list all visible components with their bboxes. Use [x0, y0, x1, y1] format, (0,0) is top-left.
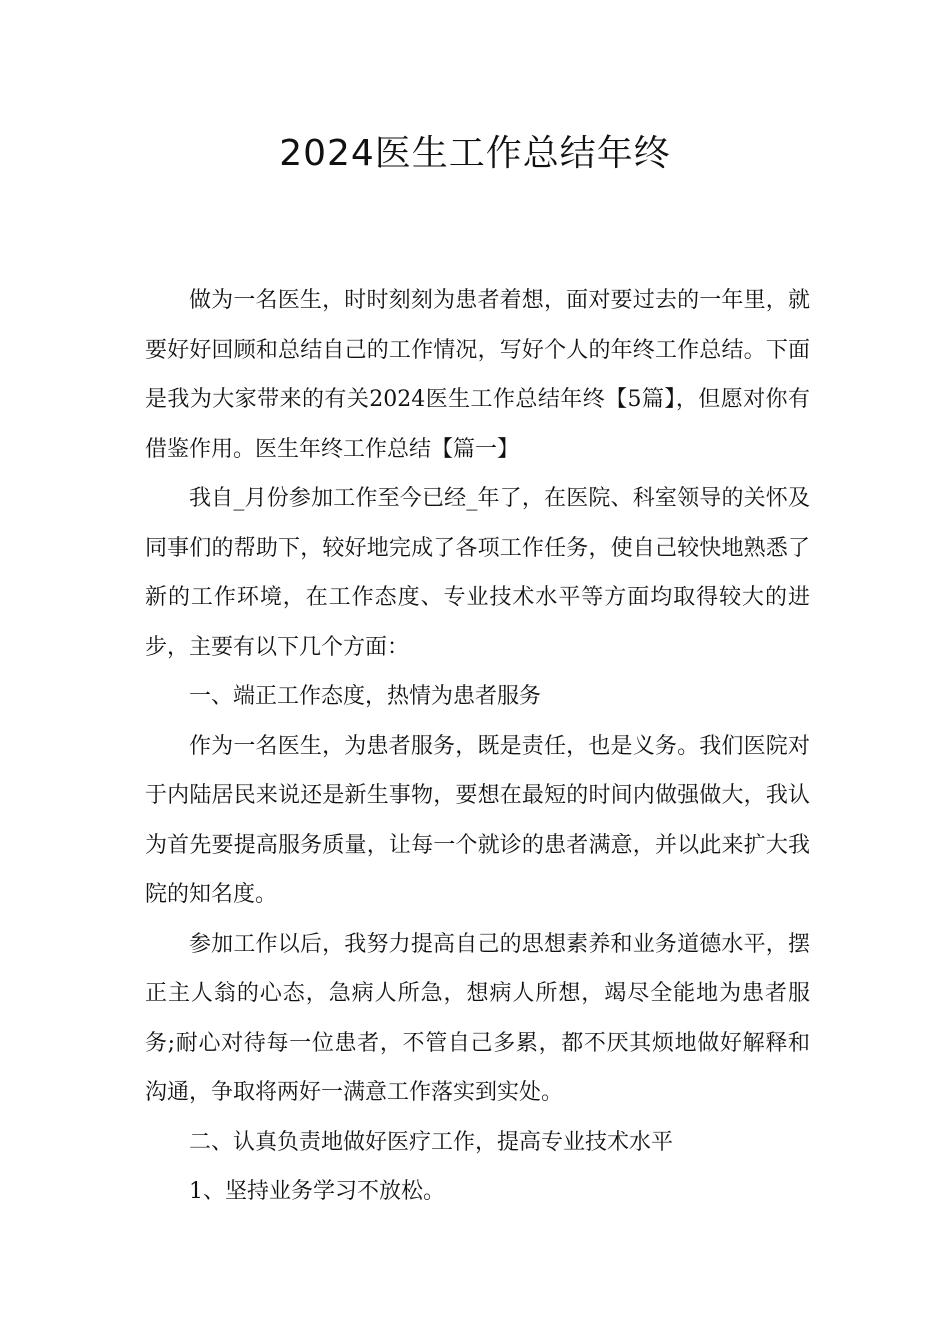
list-item-1: 1、坚持业务学习不放松。	[189, 1179, 445, 1204]
paragraph-intro: 做为一名医生，时时刻刻为患者着想，面对要过去的一年里，就要好好回顾和总结自己的工作情况，写好个人的年终工作总结。下面是我为大家带来的有关2024医生工作总结年终【5篇】，但愿对你有借鉴作用。医生年终工作总结【篇一】	[145, 288, 810, 462]
section-heading-1: 一、端正工作态度，热情为患者服务	[189, 684, 542, 709]
document-body	[145, 276, 810, 1217]
paragraph-service: 作为一名医生，为患者服务，既是责任，也是义务。我们医院对于内陆居民来说还是新生事物，要想在最短的时间内做强做大，我认为首先要提高服务质量，让每一个就诊的患者满意，并以此来扩大我院的知名度。	[145, 733, 810, 907]
paragraph-attitude: 参加工作以后，我努力提高自己的思想素养和业务道德水平，摆正主人翁的心态，急病人所急，想病人所想，竭尽全能地为患者服务;耐心对待每一位患者，不管自己多累，都不厌其烦地做好解释和沟通，争取将两好一满意工作落实到实处。	[145, 931, 810, 1105]
section-heading-2: 二、认真负责地做好医疗工作，提高专业技术水平	[189, 1129, 674, 1155]
paragraph-overview: 我自_月份参加工作至今已经_年了，在医院、科室领导的关怀及同事们的帮助下，较好地完成了各项工作任务，使自己较快地熟悉了新的工作环境，在工作态度、专业技术水平等方面均取得较大的进步，主要有以下几个方面：	[145, 486, 810, 660]
document-title: 2024医生工作总结年终	[279, 133, 671, 174]
